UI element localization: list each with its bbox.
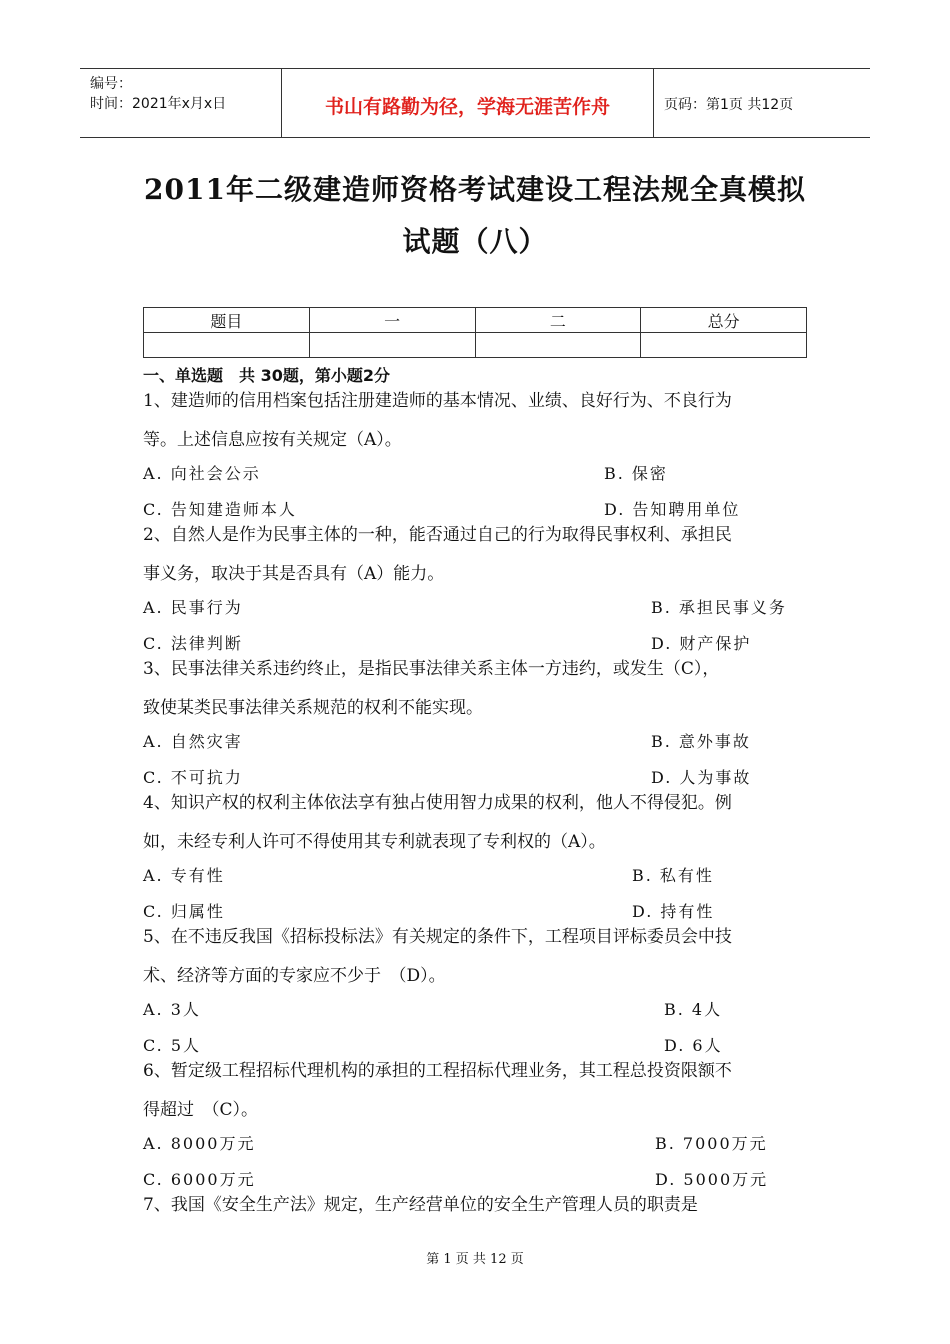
question-3-option-b: B. 意外事故	[651, 732, 751, 751]
score-value-cell	[144, 333, 310, 358]
question-2-option-d: D. 财产保护	[651, 634, 752, 653]
question-6-option-b: B. 7000万元	[655, 1134, 768, 1153]
question-3-line-1: 3、民事法律关系违约终止，是指民事法律关系主体一方违约，或发生（C），	[143, 659, 720, 679]
question-5-option-b: B. 4人	[664, 1000, 723, 1019]
question-3-option-d: D. 人为事故	[651, 768, 752, 787]
question-2-option-a: A. 民事行为	[143, 598, 243, 617]
header-meta-cell	[80, 69, 282, 137]
question-1-option-b: B. 保密	[604, 464, 668, 483]
score-header-cell: 一	[309, 308, 475, 333]
question-4-option-b: B. 私有性	[632, 866, 714, 885]
score-header-cell: 总分	[641, 308, 807, 333]
score-header-cell: 题目	[144, 308, 310, 333]
section-heading: 一、单选题 共 30题，第小题2分	[143, 366, 390, 385]
score-table-header-row	[144, 308, 807, 333]
question-6-line-2: 得超过 （C）。	[143, 1100, 259, 1120]
question-6-option-c: C. 6000万元	[143, 1170, 256, 1189]
score-value-cell	[641, 333, 807, 358]
question-4-option-d: D. 持有性	[632, 902, 715, 921]
question-1-option-a: A. 向社会公示	[143, 464, 261, 483]
page-footer: 第 1 页 共 12 页	[426, 1252, 524, 1267]
question-2-option-b: B. 承担民事义务	[651, 598, 787, 617]
question-1-option-d: D. 告知聘用单位	[604, 500, 741, 519]
question-5-line-1: 5、在不违反我国《招标投标法》有关规定的条件下，工程项目评标委员会中技	[143, 927, 732, 947]
time-label: 时间：2021年x月x日	[90, 96, 227, 112]
score-value-cell	[309, 333, 475, 358]
score-header-cell: 二	[475, 308, 641, 333]
question-6-option-a: A. 8000万元	[143, 1134, 256, 1153]
document-title-line-2: 试题（八）	[402, 225, 548, 258]
question-6-line-1: 6、暂定级工程招标代理机构的承担的工程招标代理业务，其工程总投资限额不	[143, 1061, 732, 1081]
question-2-line-1: 2、自然人是作为民事主体的一种，能否通过自己的行为取得民事权利、承担民	[143, 525, 732, 545]
code-label: 编号：	[90, 76, 132, 92]
header-motto-cell	[282, 69, 654, 137]
question-5-option-a: A. 3人	[143, 1000, 201, 1019]
score-table	[143, 307, 807, 358]
question-1-line-1: 1、建造师的信用档案包括注册建造师的基本情况、业绩、良好行为、不良行为	[143, 391, 732, 411]
question-4-option-c: C. 归属性	[143, 902, 225, 921]
page-info: 页码：第1页 共12页	[664, 97, 794, 113]
question-6-option-d: D. 5000万元	[655, 1170, 769, 1189]
question-3-option-c: C. 不可抗力	[143, 768, 243, 787]
question-3-option-a: A. 自然灾害	[143, 732, 243, 751]
document-header	[80, 68, 870, 138]
question-4-option-a: A. 专有性	[143, 866, 225, 885]
question-4-line-1: 4、知识产权的权利主体依法享有独占使用智力成果的权利，他人不得侵犯。例	[143, 793, 732, 813]
motto: 书山有路勤为径，学海无涯苦作舟	[324, 96, 610, 118]
question-7-line-1: 7、我国《安全生产法》规定，生产经营单位的安全生产管理人员的职责是	[143, 1195, 698, 1215]
question-5-option-d: D. 6人	[664, 1036, 723, 1055]
question-3-line-2: 致使某类民事法律关系规范的权利不能实现。	[143, 698, 483, 718]
header-page-cell	[654, 69, 870, 137]
document-title-line-1: 2011年二级建造师资格考试建设工程法规全真模拟	[144, 173, 806, 206]
question-5-line-2: 术、经济等方面的专家应不少于 （D）。	[143, 966, 446, 986]
question-5-option-c: C. 5人	[143, 1036, 202, 1055]
question-2-option-c: C. 法律判断	[143, 634, 243, 653]
score-value-cell	[475, 333, 641, 358]
question-4-line-2: 如，未经专利人许可不得使用其专利就表现了专利权的（A）。	[143, 832, 606, 852]
question-2-line-2: 事义务，取决于其是否具有（A）能力。	[143, 564, 445, 584]
question-1-line-2: 等。上述信息应按有关规定（A）。	[143, 430, 402, 450]
score-table-value-row	[144, 333, 807, 358]
question-1-option-c: C. 告知建造师本人	[143, 500, 297, 519]
